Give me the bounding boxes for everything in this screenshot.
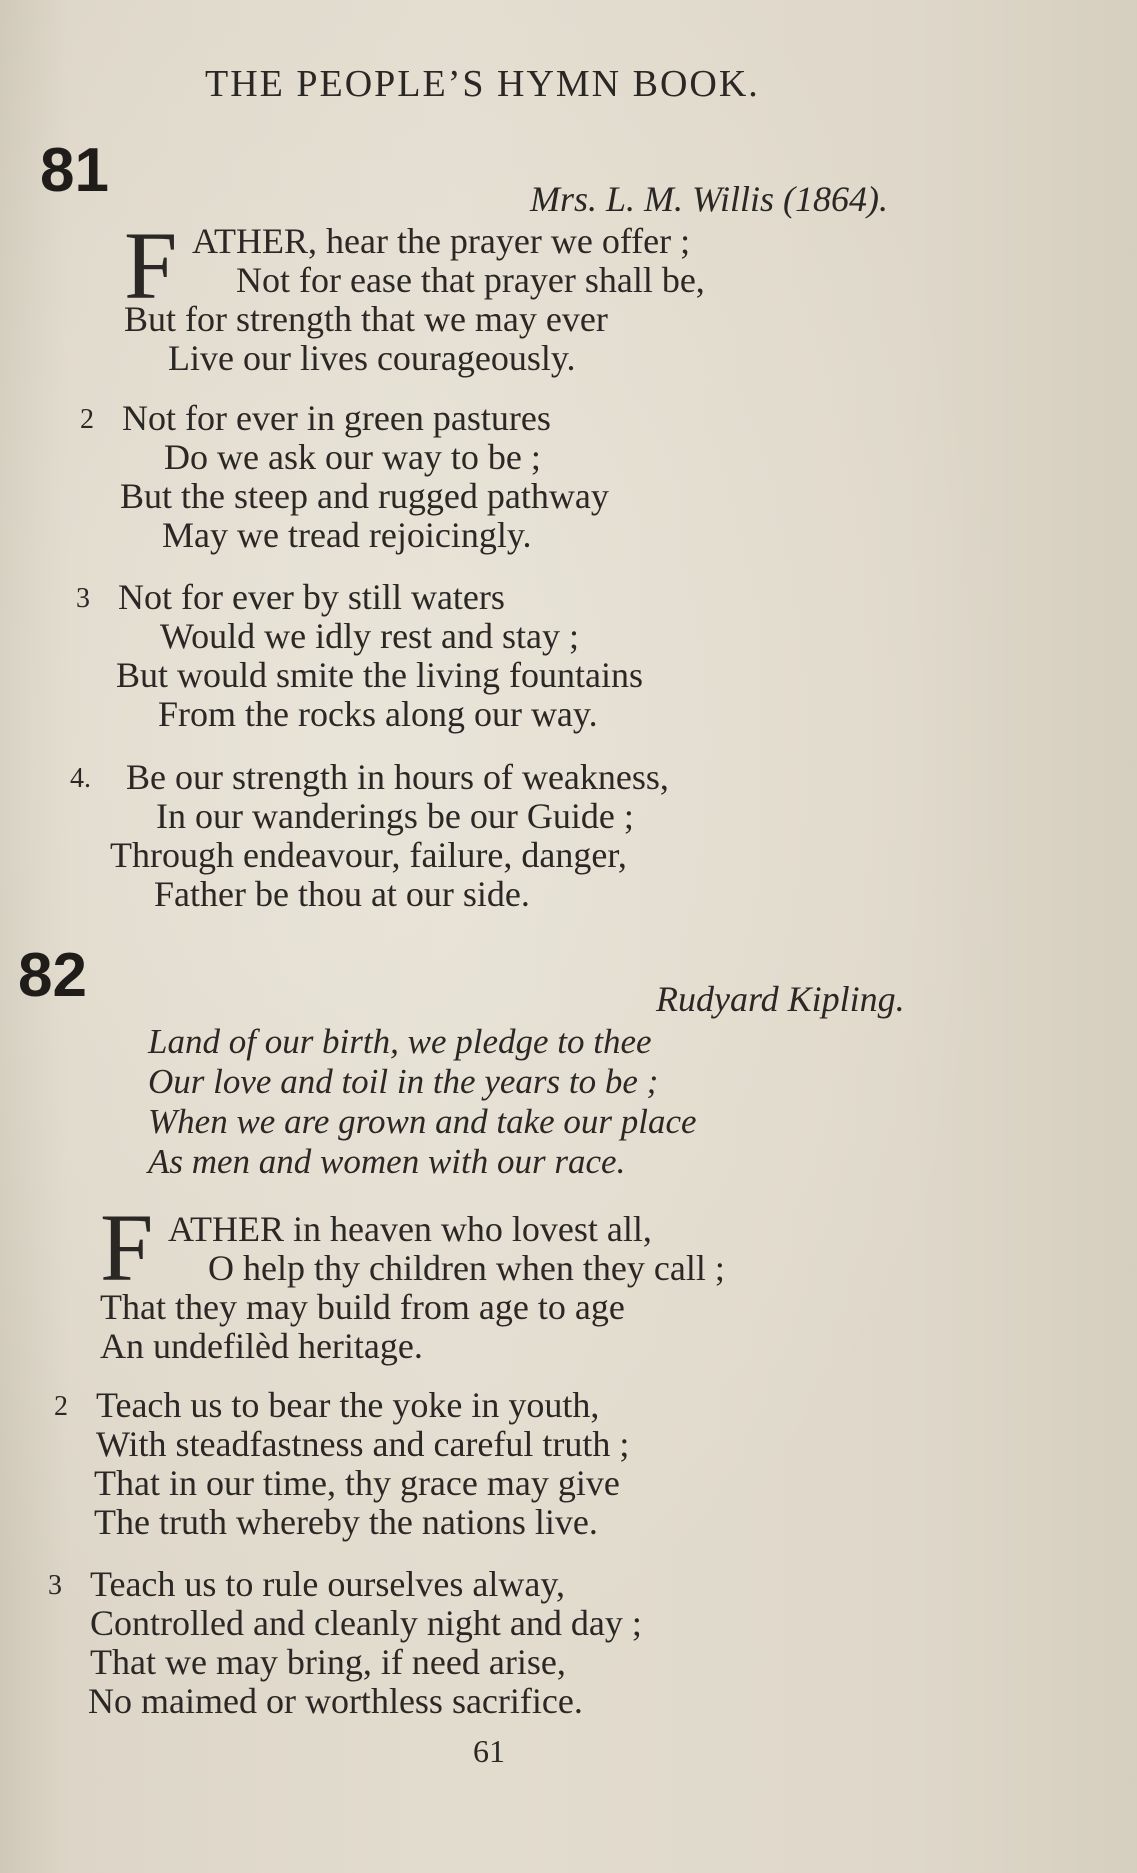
verse-line: But for strength that we may ever [124, 299, 608, 339]
verse-line: An undefilèd heritage. [100, 1326, 423, 1366]
verse-line: That in our time, thy grace may give [94, 1463, 620, 1503]
verse-line: Not for ease that prayer shall be, [236, 260, 705, 300]
verse-line: May we tread rejoicingly. [162, 515, 532, 555]
verse-line: With steadfastness and careful truth ; [96, 1424, 630, 1464]
verse-line: Live our lives courageously. [168, 338, 576, 378]
verse-number: 2 [80, 404, 94, 435]
verse-line: ATHER, hear the prayer we offer ; [192, 221, 691, 261]
running-header: THE PEOPLE’S HYMN BOOK. [205, 63, 760, 105]
verse-line: Teach us to rule ourselves alway, [90, 1564, 565, 1604]
hymn-author: Rudyard Kipling. [656, 979, 905, 1019]
verse-line: Controlled and cleanly night and day ; [90, 1603, 642, 1643]
epigraph-line: When we are grown and take our place [148, 1102, 697, 1141]
page-number: 61 [473, 1733, 505, 1769]
verse-line: But would smite the living fountains [116, 655, 643, 695]
verse-line: Father be thou at our side. [154, 874, 530, 914]
verse-line: Not for ever by still waters [118, 577, 505, 617]
hymn-number: 81 [40, 136, 109, 205]
verse-line: In our wanderings be our Guide ; [156, 796, 634, 836]
verse-line: No maimed or worthless sacrifice. [88, 1681, 583, 1721]
verse-number: 3 [48, 1570, 62, 1601]
verse-line: Be our strength in hours of weakness, [126, 757, 669, 797]
hymn-number: 82 [18, 941, 87, 1010]
verse-line: Teach us to bear the yoke in youth, [96, 1385, 600, 1425]
verse-line: That they may build from age to age [100, 1287, 625, 1327]
verse-line: From the rocks along our way. [158, 694, 598, 734]
verse-number: 2 [54, 1391, 68, 1422]
verse-line: O help thy children when they call ; [208, 1248, 725, 1288]
drop-cap: F [124, 212, 178, 319]
verse-line: That we may bring, if need arise, [90, 1642, 566, 1682]
verse-line: ATHER in heaven who lovest all, [168, 1209, 652, 1249]
epigraph-line: Land of our birth, we pledge to thee [148, 1022, 652, 1061]
verse-line: Do we ask our way to be ; [164, 437, 541, 477]
verse-line: Would we idly rest and stay ; [160, 616, 580, 656]
verse-line: Not for ever in green pastures [122, 398, 551, 438]
drop-cap: F [100, 1194, 154, 1301]
verse-line: The truth whereby the nations live. [94, 1502, 598, 1542]
hymn-author: Mrs. L. M. Willis (1864). [530, 179, 889, 219]
verse-line: But the steep and rugged pathway [120, 476, 609, 516]
verse-number: 4. [70, 763, 91, 794]
epigraph-line: Our love and toil in the years to be ; [148, 1062, 659, 1101]
epigraph-line: As men and women with our race. [148, 1142, 626, 1181]
verse-number: 3 [76, 583, 90, 614]
verse-line: Through endeavour, failure, danger, [110, 835, 627, 875]
